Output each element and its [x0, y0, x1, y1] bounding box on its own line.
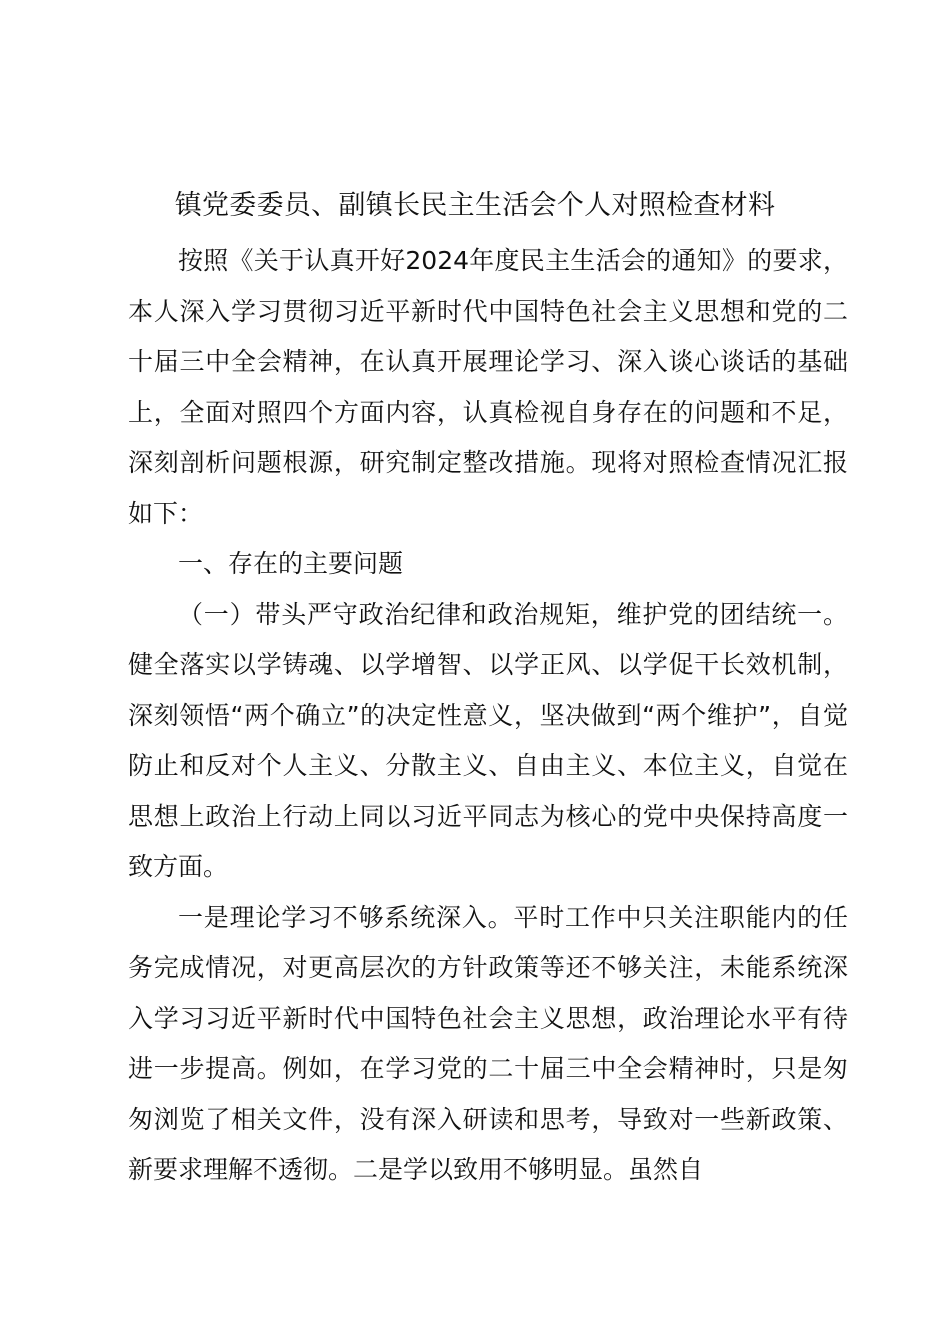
problem-paragraph: 一是理论学习不够系统深入。平时工作中只关注职能内的任务完成情况，对更高层次的方针政策等还不够关注，未能系统深入学习习近平新时代中国特色社会主义思想，政治理论水平有待进一步提高。例如，在学习党的二十届三中全会精神时，只是匆匆浏览了相关文件，没有深入研读和思考，导致对一些新政策、新要求理解不透彻。二是学以致用不够明显。虽然自 — [128, 902, 848, 1184]
subsection-paragraph: （一）带头严守政治纪律和政治规矩，维护党的团结统一。健全落实以学铸魂、以学增智、以学正风、以学促干长效机制，深刻领悟“两个确立”的决定性意义，坚决做到“两个维护”，自觉防止和反对个人主义、分散主义、自由主义、本位主义，自觉在思想上政治上行动上同以习近平同志为核心的党中央保持高度一致方面。 — [128, 599, 848, 881]
document-title: 镇党委委员、副镇长民主生活会个人对照检查材料 — [174, 190, 776, 221]
section-heading: 一、存在的主要问题 — [178, 549, 404, 578]
intro-paragraph: 按照《关于认真开好2024年度民主生活会的通知》的要求，本人深入学习贯彻习近平新时代中国特色社会主义思想和党的二十届三中全会精神，在认真开展理论学习、深入谈心谈话的基础上，全面对照四个方面内容，认真检视自身存在的问题和不足，深刻剖析问题根源，研究制定整改措施。现将对照检查情况汇报如下： — [128, 246, 848, 528]
document-body — [128, 236, 848, 1196]
